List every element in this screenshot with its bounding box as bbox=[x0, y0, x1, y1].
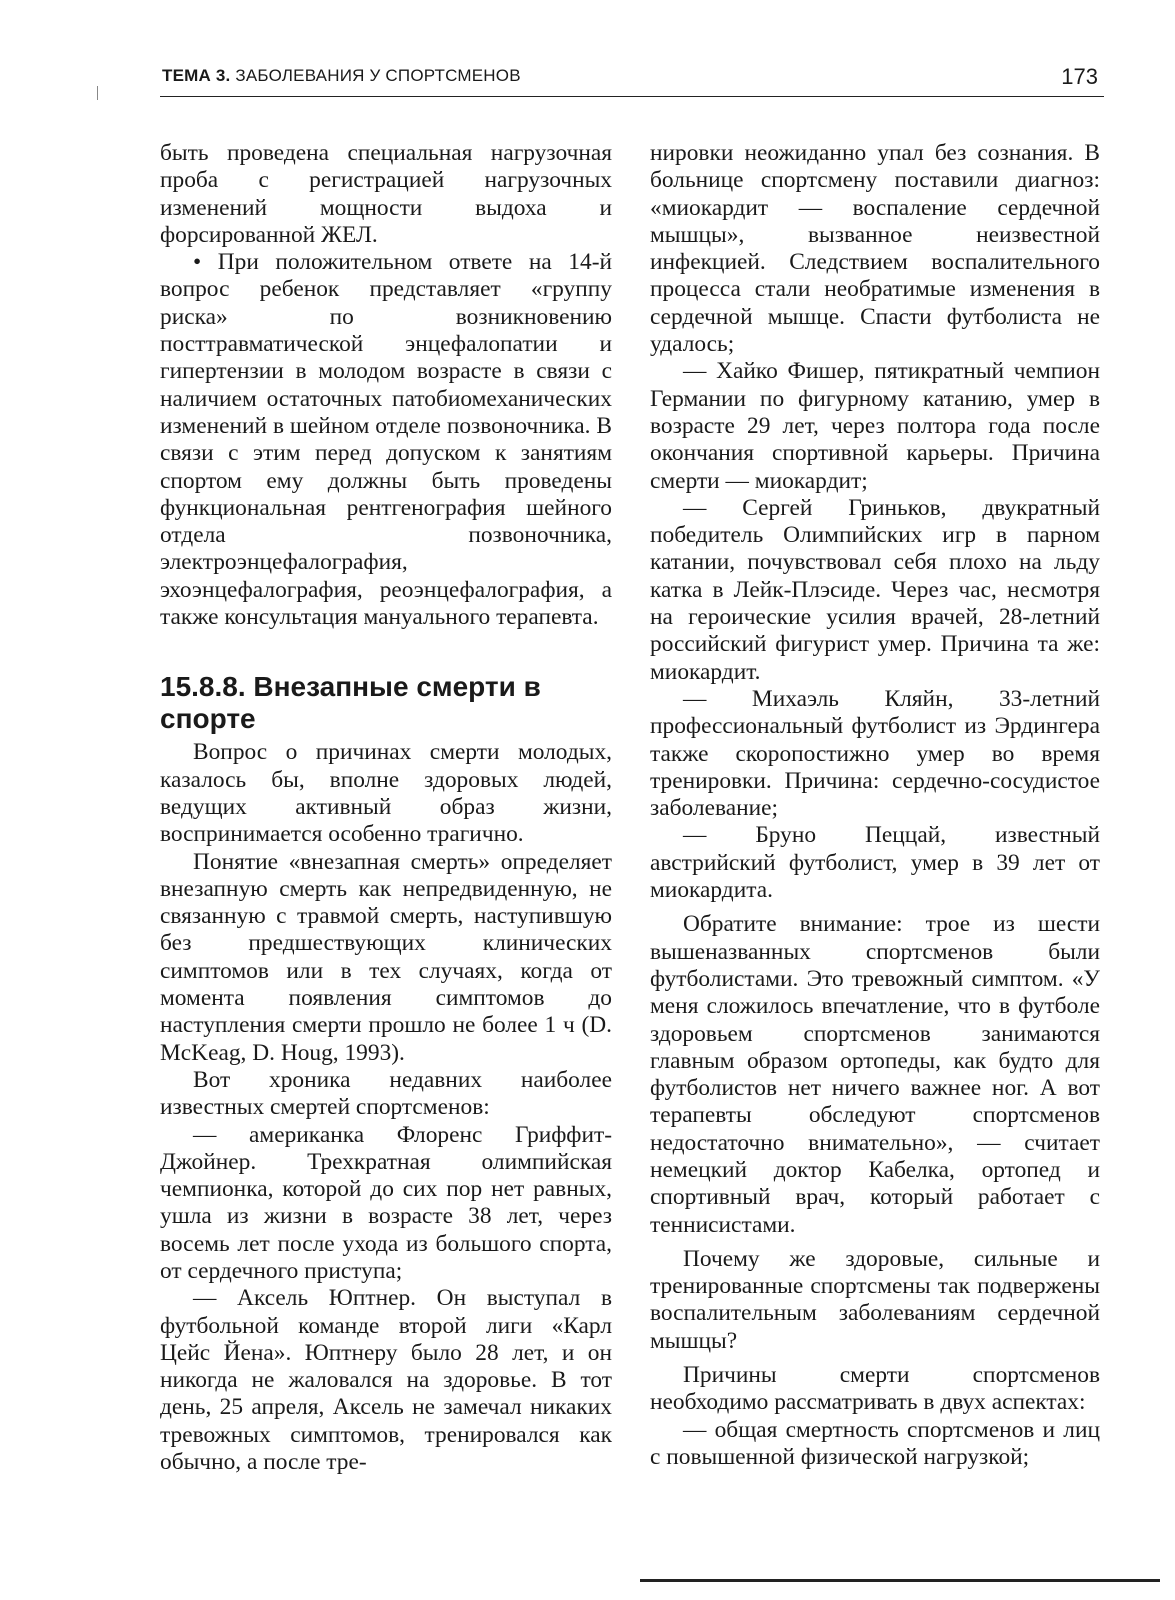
scan-edge-line bbox=[640, 1579, 1160, 1582]
list-item: — Хайко Фишер, пятикратный чемпион Германии по фигурному катанию, умер в возрасте 29 лет, через полтора года после окончания спортивной карьеры. Причина смерти — миокардит; bbox=[650, 358, 1100, 494]
list-item: — Аксель Юптнер. Он выступал в футбольной команде второй лиги «Карл Цейс Йена». Юптнеру было 28 лет, и он никогда не жаловался на здоровье. В тот день, 25 апреля, Аксель не замечал никаких тревожных симптомов, тренировался как обычно, а после тре- bbox=[160, 1285, 612, 1476]
paragraph: быть проведена специальная нагрузочная проба с регистрацией нагрузочных изменений мощности выдоха и форсированной ЖЕЛ. bbox=[160, 140, 612, 248]
list-item: — Сергей Гриньков, двукратный победитель Олимпийских игр в парном катании, почувствовал себя плохо на льду катка в Лейк-Плэсиде. Через час, несмотря на героические усилия врачей, 28-летний российский фигурист умер. Причина та же: миокардит. bbox=[650, 494, 1100, 685]
paragraph: • При положительном ответе на 14-й вопрос ребенок представляет «группу риска» по возникновению посттравматической энцефалопатии и гипертензии в молодом возрасте в связи с наличием остаточных патобиомеханических изменений в шейном отделе позвоночника. В связи с этим перед допуском к занятиям спортом ему должны быть проведены функциональная рентгенография шейного отдела позвоночника, электроэнцефалография, эхоэнцефалография, реоэнцефалография, а также консультация мануального терапевта. bbox=[160, 249, 612, 631]
paragraph: Понятие «внезапная смерть» определяет внезапную смерть как непредвиденную, не связанную с травмой смерть, наступившую без предшествующих клинических симптомов или в тех случаях, когда от момента появления симптомов до наступления смерти прошло не более 1 ч (D. McKeag, D. Houg, 1993). bbox=[160, 848, 612, 1066]
margin-mark bbox=[97, 86, 98, 100]
right-column bbox=[650, 140, 1100, 1471]
list-item: — американка Флоренс Гриффит-Джойнер. Трехкратная олимпийская чемпионка, которой до сих пор нет равных, ушла из жизни в возрасте 38 лет, через восемь лет после ухода из большого спорта, от сердечного приступа; bbox=[160, 1121, 612, 1284]
left-column bbox=[160, 140, 612, 1476]
header-topic-title: ЗАБОЛЕВАНИЯ У СПОРТСМЕНОВ bbox=[235, 66, 521, 85]
paragraph: Вопрос о причинах смерти молодых, казалось бы, вполне здоровых людей, ведущих активный образ жизни, воспринимается особенно трагично. bbox=[160, 739, 612, 848]
header-topic-label: ТЕМА 3. bbox=[162, 66, 231, 85]
running-header bbox=[160, 64, 1104, 96]
paragraph: Почему же здоровые, сильные и тренированные спортсмены так подвержены воспалительным заболеваниям сердечной мышцы? bbox=[650, 1245, 1100, 1354]
section-heading: 15.8.8. Внезапные смерти в спорте bbox=[160, 671, 541, 735]
paragraph: нировки неожиданно упал без сознания. В больнице спортсмену поставили диагноз: «миокардит — воспаление сердечной мышцы», вызванное неизвестной инфекцией. Следствием воспалительного процесса стали необратимые изменения в сердечной мышце. Спасти футболиста не удалось; bbox=[650, 140, 1100, 358]
paragraph: Причины смерти спортсменов необходимо рассматривать в двух аспектах: bbox=[650, 1362, 1100, 1416]
page-number: 173 bbox=[1061, 64, 1098, 89]
header-title bbox=[162, 66, 521, 86]
list-item: — общая смертность спортсменов и лиц с повышенной физической нагрузкой; bbox=[650, 1416, 1100, 1470]
paragraph: Вот хроника недавних наиболее известных смертей спортсменов: bbox=[160, 1066, 612, 1121]
header-rule bbox=[160, 96, 1104, 97]
list-item: — Бруно Пеццай, известный австрийский футболист, умер в 39 лет от миокардита. bbox=[650, 822, 1100, 904]
paragraph: Обратите внимание: трое из шести вышеназванных спортсменов были футболистами. Это тревожный симптом. «У меня сложилось впечатление, что в футболе здоровьем спортсменов занимаются главным образом ортопеды, как будто для футболистов нет ничего важнее ног. А вот терапевты обследуют спортсменов недостаточно внимательно», — считает немецкий доктор Кабелка, ортопед и спортивный врач, который работает с теннисистами. bbox=[650, 911, 1100, 1238]
list-item: — Михаэль Кляйн, 33-летний профессиональный футболист из Эрдингера также скоропостижно умер во время тренировки. Причина: сердечно-сосудистое заболевание; bbox=[650, 685, 1100, 822]
